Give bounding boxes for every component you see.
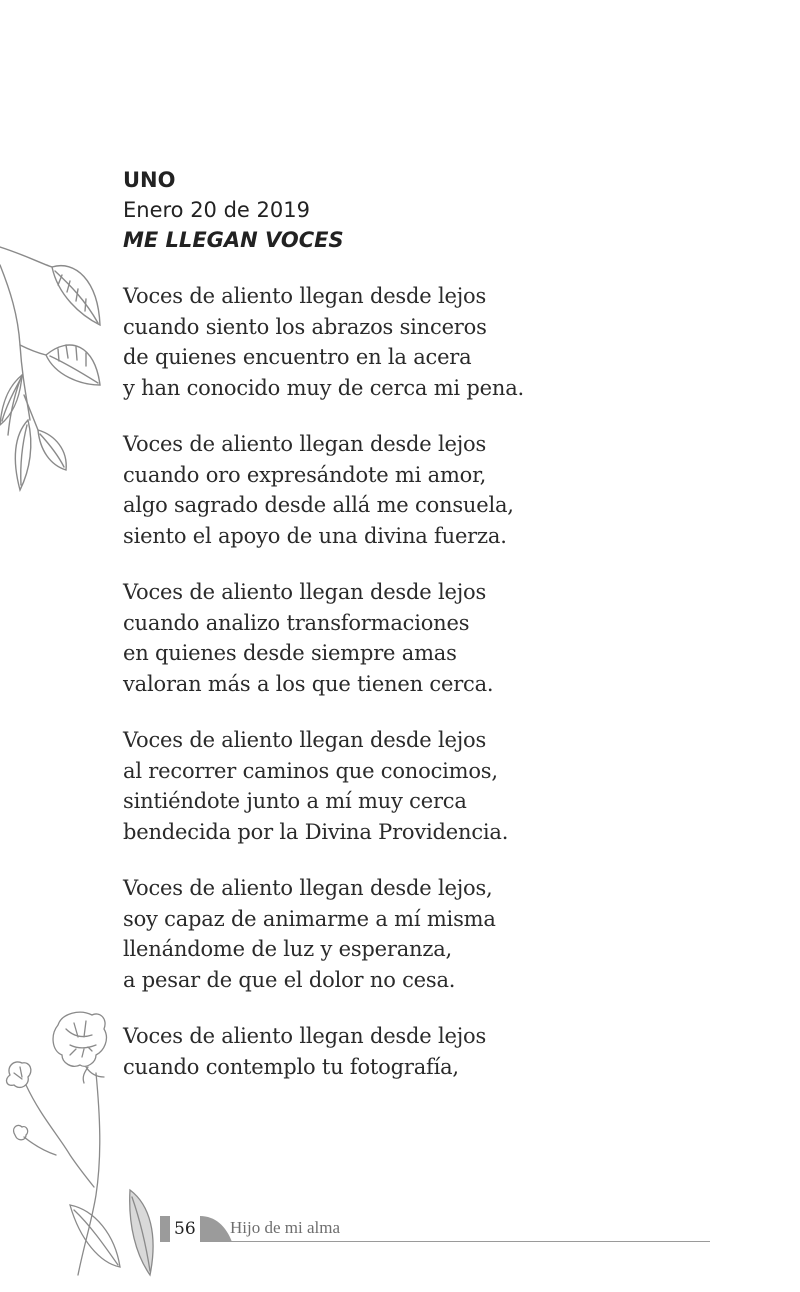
stanza	[123, 873, 723, 995]
stanza	[123, 725, 723, 847]
page-number: 56	[174, 1219, 196, 1239]
verse-line: cuando analizo transformaciones	[123, 610, 470, 635]
verse-line: bendecida por la Divina Providencia.	[123, 819, 509, 844]
footer-rule	[200, 1241, 710, 1242]
page-number-tab	[160, 1216, 232, 1242]
verse-line: Voces de aliento llegan desde lejos	[123, 1024, 487, 1048]
verse-line: cuando contemplo tu fotografía,	[123, 1054, 459, 1079]
stanza	[123, 281, 723, 403]
verse-line: Voces de aliento llegan desde lejos	[123, 728, 487, 752]
verse-line: Voces de aliento llegan desde lejos	[123, 432, 487, 456]
page-footer	[160, 1216, 710, 1242]
verse-line: de quienes encuentro en la acera	[123, 345, 472, 369]
verse-line: Voces de aliento llegan desde lejos	[123, 284, 487, 308]
verse-line: soy capaz de animarme a mí misma	[123, 906, 496, 931]
leaf-branch-illustration	[0, 235, 110, 495]
verse-line: Voces de aliento llegan desde lejos	[123, 580, 487, 604]
verse-line: siento el apoyo de una divina fuerza.	[123, 523, 507, 548]
stanza	[123, 429, 723, 551]
running-book-title: Hijo de mi alma	[230, 1218, 341, 1237]
verse-line: cuando oro expresándote mi amor,	[123, 462, 487, 487]
poem-number: UNO	[123, 168, 176, 192]
poem-content	[123, 165, 723, 1082]
verse-line: al recorrer caminos que conocimos,	[123, 758, 498, 783]
poem-title: ME LLEGAN VOCES	[123, 228, 344, 252]
verse-line: en quienes desde siempre amas	[123, 641, 457, 665]
verse-line: llenándome de luz y esperanza,	[123, 937, 453, 961]
verse-line: cuando siento los abrazos sinceros	[123, 314, 487, 339]
verse-line: a pesar de que el dolor no cesa.	[123, 967, 456, 992]
verse-line: y han conocido muy de cerca mi pena.	[123, 375, 524, 400]
verse-line: valoran más a los que tienen cerca.	[123, 671, 494, 696]
stanza	[123, 577, 723, 699]
verse-line: sintiéndote junto a mí muy cerca	[123, 789, 467, 813]
verse-line: Voces de aliento llegan desde lejos,	[123, 876, 493, 900]
stanza	[123, 1021, 723, 1082]
verse-line: algo sagrado desde allá me consuela,	[123, 493, 514, 517]
poem-date: Enero 20 de 2019	[123, 198, 310, 222]
